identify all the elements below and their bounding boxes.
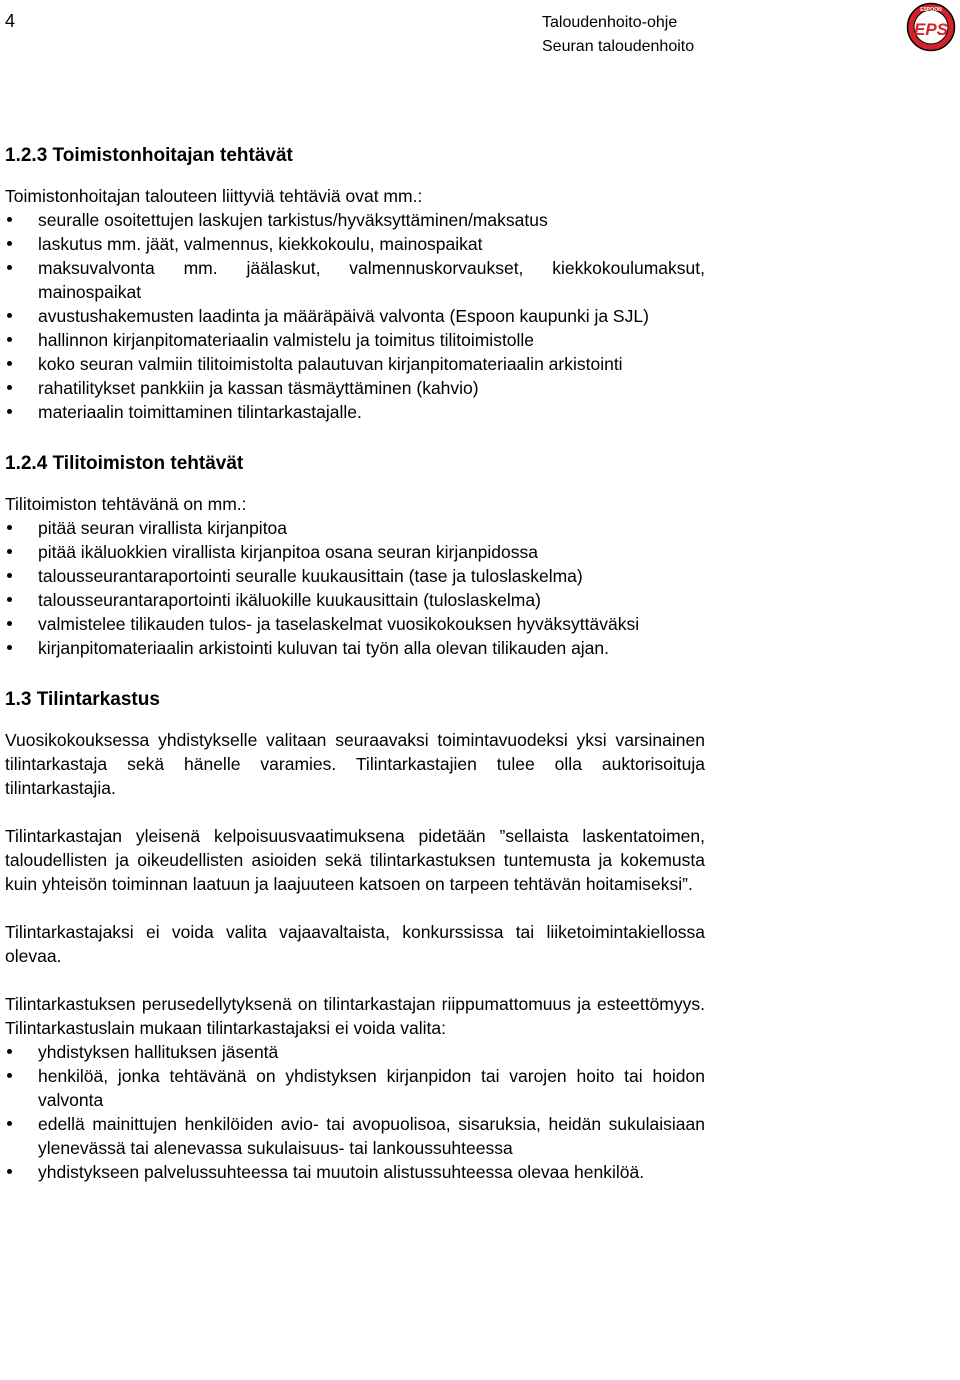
list-item: yhdistyksen hallituksen jäsentä <box>5 1040 705 1064</box>
list-item: edellä mainittujen henkilöiden avio- tai avopuolisoa, sisaruksia, heidän sukulaisiaan ylenevässä tai alenevassa sukulaisuus- tai lankoussuhteessa <box>5 1112 705 1160</box>
paragraph: Tilintarkastajaksi ei voida valita vajaavaltaista, konkurssissa tai liiketoimintakiellossa olevaa. <box>5 922 705 966</box>
section-heading-1-3: 1.3 Tilintarkastus <box>5 689 160 710</box>
list-item: maksuvalvonta mm. jäälaskut, valmennuskorvaukset, kiekkokoulumaksut, mainospaikat <box>5 256 705 304</box>
section-intro-1-2-4: Tilitoimiston tehtävänä on mm.: <box>5 494 247 514</box>
section-heading-1-2-4: 1.2.4 Tilitoimiston tehtävät <box>5 453 244 474</box>
list-item: valmistelee tilikauden tulos- ja taselaskelmat vuosikokouksen hyväksyttäväksi <box>5 612 705 636</box>
list-item: laskutus mm. jäät, valmennus, kiekkokoulu, mainospaikat <box>5 232 705 256</box>
header-title-line1: Taloudenhoito-ohje <box>542 14 678 31</box>
paragraph: Tilintarkastajan yleisenä kelpoisuusvaatimuksena pidetään ”sellaista laskentatoimen, taloudellisten ja oikeudellisten asioiden sekä tilintarkastuksen tuntemusta ja kokemusta kuin yhteisön toiminnan laatuun ja laajuuteen katsoen on tarpeen tehtävän hoitamiseksi”. <box>5 826 705 894</box>
list-item: pitää seuran virallista kirjanpitoa <box>5 516 705 540</box>
list-item: pitää ikäluokkien virallista kirjanpitoa osana seuran kirjanpidossa <box>5 540 705 564</box>
running-header <box>542 11 694 59</box>
list-item: koko seuran valmiin tilitoimistolta palautuvan kirjanpitomateriaalin arkistointi <box>5 352 705 376</box>
task-list-toimistonhoitaja <box>5 208 705 424</box>
list-item: henkilöä, jonka tehtävänä on yhdistyksen kirjanpidon tai varojen hoito tai hoidon valvonta <box>5 1064 705 1112</box>
document-body <box>5 140 705 1184</box>
list-item: rahatilitykset pankkiin ja kassan täsmäyttäminen (kahvio) <box>5 376 705 400</box>
paragraph: Tilintarkastuksen perusedellytyksenä on tilintarkastajan riippumattomuus ja esteettömyys. Tilintarkastuslain mukaan tilintarkastajaksi ei voida valita: <box>5 994 705 1038</box>
list-item: materiaalin toimittaminen tilintarkastajalle. <box>5 400 705 424</box>
list-item: talousseurantaraportointi ikäluokille kuukausittain (tuloslaskelma) <box>5 588 705 612</box>
list-item: seuralle osoitettujen laskujen tarkistus/hyväksyttäminen/maksatus <box>5 208 705 232</box>
club-logo <box>906 2 956 52</box>
paragraph: Vuosikokouksessa yhdistykselle valitaan seuraavaksi toimintavuodeksi yksi varsinainen tilintarkastaja sekä hänelle varamies. Tilintarkastajien tulee olla auktorisoituja tilintarkastajia. <box>5 730 705 798</box>
list-item: kirjanpitomateriaalin arkistointi kuluvan tai työn alla olevan tilikauden ajan. <box>5 636 705 660</box>
logo-top-text: ESPOON <box>920 7 942 13</box>
task-list-tilitoimisto <box>5 516 705 660</box>
page-number: 4 <box>5 11 16 31</box>
ineligibility-list <box>5 1040 705 1184</box>
section-heading-1-2-3: 1.2.3 Toimistonhoitajan tehtävät <box>5 145 293 166</box>
section-intro-1-2-3: Toimistonhoitajan talouteen liittyviä tehtäviä ovat mm.: <box>5 186 423 206</box>
header-title-line2: Seuran taloudenhoito <box>542 38 695 55</box>
logo-text: EPS <box>913 20 949 39</box>
list-item: avustushakemusten laadinta ja määräpäivä valvonta (Espoon kaupunki ja SJL) <box>5 304 705 328</box>
list-item: hallinnon kirjanpitomateriaalin valmistelu ja toimitus tilitoimistolle <box>5 328 705 352</box>
list-item: yhdistykseen palvelussuhteessa tai muutoin alistussuhteessa olevaa henkilöä. <box>5 1160 705 1184</box>
list-item: talousseurantaraportointi seuralle kuukausittain (tase ja tuloslaskelma) <box>5 564 705 588</box>
